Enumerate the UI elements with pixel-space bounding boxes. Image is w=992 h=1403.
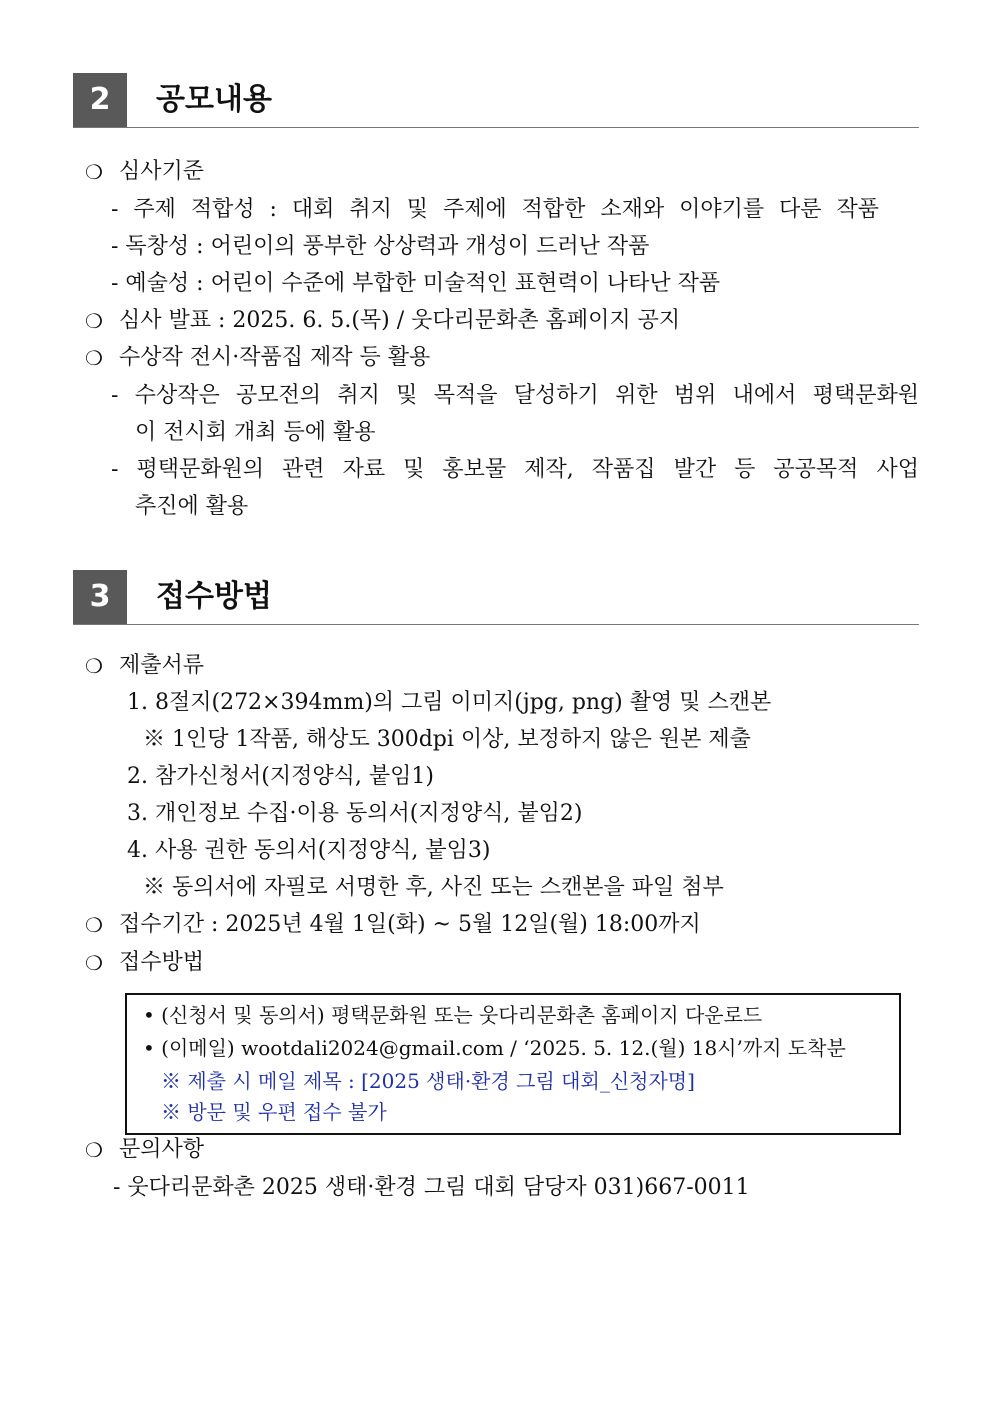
- note: ※ 동의서에 자필로 서명한 후, 사진 또는 스캔본을 파일 첨부: [143, 875, 724, 900]
- item-heading: 수상작 전시·작품집 제작 등 활용: [119, 345, 431, 370]
- list-item-continued: 추진에 활용: [135, 494, 249, 519]
- circle-bullet-icon: ❍: [85, 913, 103, 937]
- section-number: 2: [73, 73, 127, 127]
- list-item: - 평택문화원의 관련 자료 및 홍보물 제작, 작품집 발간 등 공공목적 사업: [111, 457, 919, 482]
- list-item-continued: 이 전시회 개최 등에 활용: [135, 420, 376, 445]
- item-heading: 접수방법: [119, 950, 205, 975]
- box-line: • (신청서 및 동의서) 평택문화원 또는 웃다리문화촌 홈페이지 다운로드: [143, 1003, 763, 1027]
- list-item: - 수상작은 공모전의 취지 및 목적을 달성하기 위한 범위 내에서 평택문화원: [111, 383, 919, 408]
- list-item: 3. 개인정보 수집·이용 동의서(지정양식, 붙임2): [127, 801, 583, 826]
- circle-bullet-icon: ❍: [85, 1138, 103, 1162]
- section-title: 공모내용: [156, 82, 272, 117]
- list-item: - 주제 적합성 : 대회 취지 및 주제에 적합한 소재와 이야기를 다룬 작품: [111, 197, 879, 222]
- item-heading: 제출서류: [119, 653, 205, 678]
- item-heading: 문의사항: [119, 1137, 205, 1162]
- section-header-2: [73, 73, 919, 128]
- box-note: ※ 제출 시 메일 제목 : [2025 생태·환경 그림 대회_신청자명]: [161, 1069, 695, 1093]
- item-heading: 심사기준: [119, 159, 205, 184]
- circle-bullet-icon: ❍: [85, 951, 103, 975]
- list-item: 2. 참가신청서(지정양식, 붙임1): [127, 764, 434, 789]
- box-note: ※ 방문 및 우편 접수 불가: [161, 1100, 387, 1124]
- circle-bullet-icon: ❍: [85, 309, 103, 333]
- circle-bullet-icon: ❍: [85, 346, 103, 370]
- submission-info-box: [125, 993, 901, 1135]
- contact-line: - 웃다리문화촌 2025 생태·환경 그림 대회 담당자 031)667-0011: [113, 1175, 750, 1200]
- section-header-3: [73, 570, 919, 625]
- circle-bullet-icon: ❍: [85, 160, 103, 184]
- list-item: - 예술성 : 어린이 수준에 부합한 미술적인 표현력이 나타난 작품: [111, 271, 721, 296]
- note: ※ 1인당 1작품, 해상도 300dpi 이상, 보정하지 않은 원본 제출: [143, 727, 751, 752]
- circle-bullet-icon: ❍: [85, 654, 103, 678]
- section-title: 접수방법: [156, 579, 272, 614]
- list-item: 1. 8절지(272×394mm)의 그림 이미지(jpg, png) 촬영 및 스캔본: [127, 690, 772, 715]
- list-item: - 독창성 : 어린이의 풍부한 상상력과 개성이 드러난 작품: [111, 234, 650, 259]
- box-line: • (이메일) wootdali2024@gmail.com / ‘2025. 5. 12.(월) 18시’까지 도착분: [143, 1036, 846, 1060]
- item-heading: 심사 발표 : 2025. 6. 5.(목) / 웃다리문화촌 홈페이지 공지: [119, 308, 681, 333]
- section-number: 3: [73, 570, 127, 624]
- list-item: 4. 사용 권한 동의서(지정양식, 붙임3): [127, 838, 491, 863]
- item-heading: 접수기간 : 2025년 4월 1일(화) ~ 5월 12일(월) 18:00까지: [119, 912, 701, 937]
